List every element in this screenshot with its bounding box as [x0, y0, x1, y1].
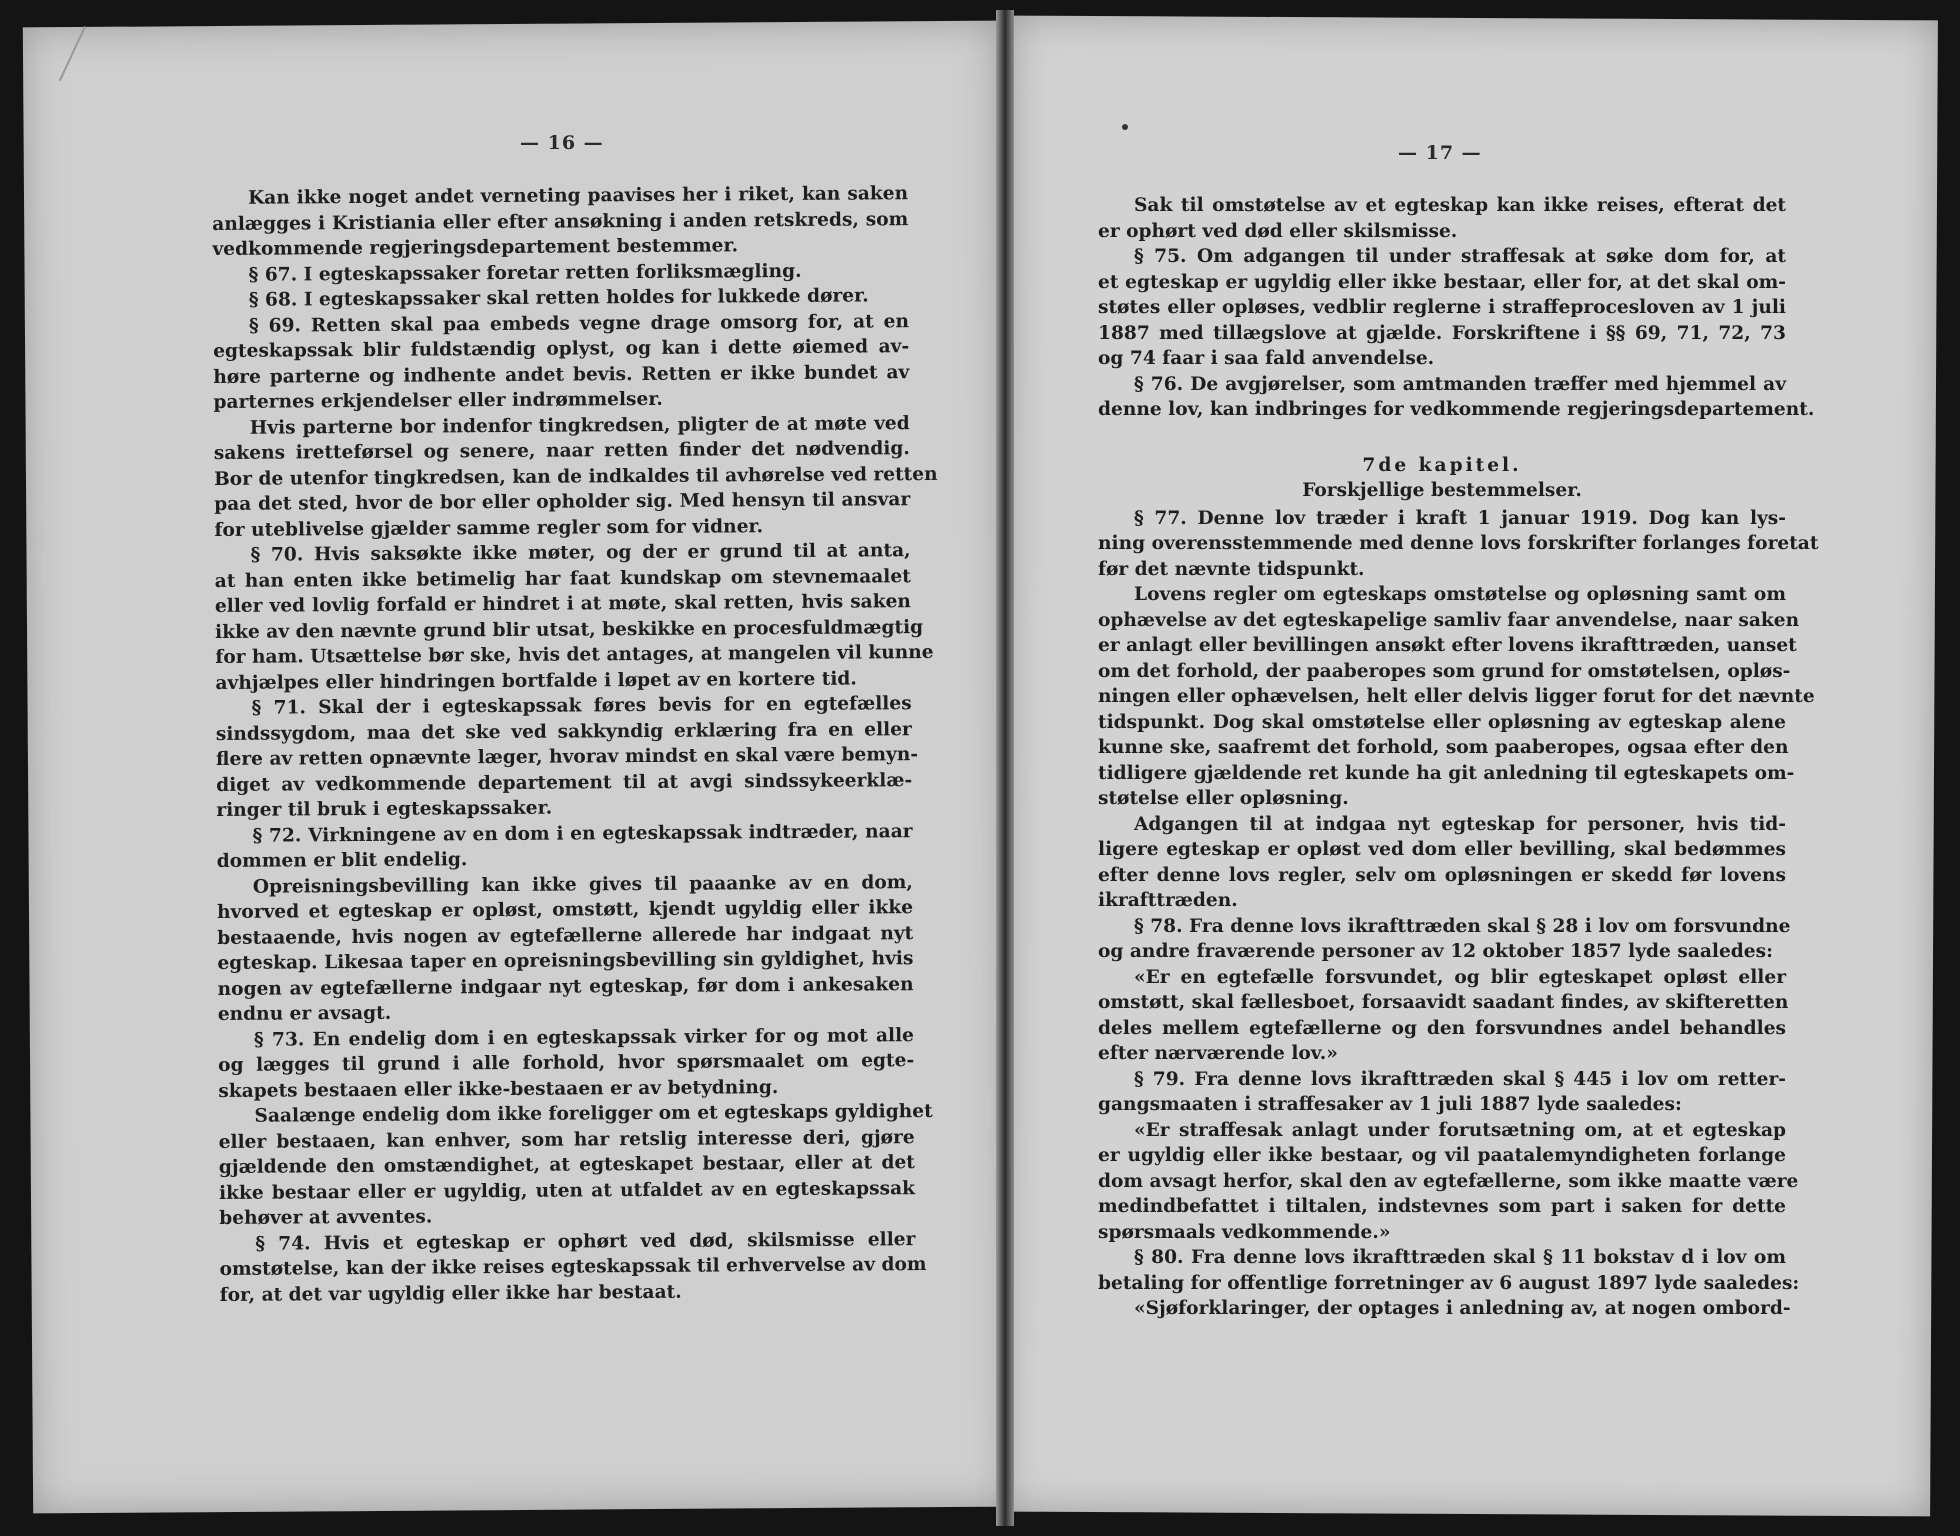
text-line: ringer til bruk i egteskapssaker. — [216, 797, 553, 821]
text-line: § 78. Fra denne lovs ikrafttræden skal § 28 i lov om forsvundne — [1134, 915, 1791, 937]
ink-dot — [1122, 124, 1128, 130]
text-line: for uteblivelse gjælder samme regler som for vidner. — [214, 515, 764, 541]
text-line: § 68. I egteskapssaker skal retten holdes for lukkede dører. — [248, 285, 869, 311]
text-line: 1887 med tillægslove at gjælde. Forskriftene i §§ 69, 71, 72, 73 — [1098, 322, 1786, 344]
text-line: og andre fraværende personer av 12 oktober 1857 lyde saaledes: — [1098, 941, 1773, 962]
text-line: gjældende den omstændighet, at egteskapet bestaar, eller at det — [218, 1152, 915, 1178]
text-line: støtes eller opløses, vedblir reglerne i straffeprocesloven av 1 juli — [1098, 297, 1786, 318]
text-line: og 74 faar i saa fald anvendelse. — [1098, 348, 1435, 369]
text-line: eller bestaaen, kan enhver, som har retslig interesse deri, gjøre — [218, 1126, 915, 1153]
chapter-subheading: Forskjellige bestemmelser. — [1302, 480, 1582, 501]
text-line: støtelse eller opløsning. — [1098, 788, 1349, 809]
chapter-heading: 7de kapitel. — [1362, 454, 1522, 476]
text-line: parternes erkjendelser eller indrømmelser. — [213, 388, 663, 413]
text-line: vedkommende regjeringsdepartement bestemmer. — [212, 235, 739, 260]
text-line: Sak til omstøtelse av et egteskap kan ikke reises, efterat det — [1134, 195, 1786, 216]
text-line: behøver at avventes. — [219, 1206, 433, 1229]
text-line: diget av vedkommende departement til at avgi sindssykeerklæ- — [216, 769, 913, 796]
text-line: § 80. Fra denne lovs ikrafttræden skal § 11 bokstav d i lov om — [1134, 1247, 1786, 1268]
text-line: hvorved et egteskap er opløst, omstøtt, kjendt ugyldig eller ikke — [216, 897, 914, 923]
text-line: bestaaende, hvis nogen av egtefællerne allerede har indgaat nyt — [217, 922, 914, 949]
text-line: anlægges i Kristiania eller efter ansøkning i anden retskreds, som — [212, 208, 909, 235]
text-line: om det forhold, der paaberopes som grund for omstøtelsen, opløs- — [1098, 660, 1791, 682]
text-line: ophævelse av det egteskapelige samliv faar anvendelse, naar saken — [1098, 609, 1800, 631]
text-line: ikke av den nævnte grund blir utsat, beskikke en procesfuldmægtig — [215, 616, 924, 643]
text-line: § 72. Virkningene av en dom i en egteskapssak indtræder, naar — [252, 820, 913, 847]
text-line: at han enten ikke betimelig har faat kundskap om stevnemaalet — [214, 565, 911, 592]
text-line: Lovens regler om egteskaps omstøtelse og opløsning samt om — [1134, 584, 1786, 605]
text-line: § 79. Fra denne lovs ikrafttræden skal § 445 i lov om retter- — [1134, 1068, 1786, 1090]
text-line: eller ved lovlig forfald er hindret i at møte, skal retten, hvis saken — [214, 591, 911, 617]
text-line: omstøtt, skal fællesboet, forsaavidt saadant findes, av skifteretten — [1098, 992, 1789, 1013]
book-gutter — [996, 10, 1014, 1526]
text-line: og lægges til grund i alle forhold, hvor spørsmaalet om egte- — [218, 1050, 915, 1076]
text-line: tidspunkt. Dog skal omstøtelse eller opløsning av egteskap alene — [1098, 711, 1786, 733]
text-line: avhjælpes eller hindringen bortfalde i løpet av en kortere tid. — [215, 668, 857, 694]
text-line: flere av retten opnævnte læger, hvorav mindst en skal være bemyn- — [215, 744, 919, 770]
text-line: egteskap. Likesaa taper en opreisningsbevilling sin gyldighet, hvis — [217, 948, 914, 974]
text-line: § 71. Skal der i egteskapssak føres bevis for en egtefælles — [251, 693, 912, 719]
text-line: § 67. I egteskapssaker foretar retten forliksmægling. — [248, 260, 802, 286]
text-line: Saalænge endelig dom ikke foreligger om et egteskaps gyldighet — [254, 1100, 933, 1127]
text-line: Adgangen til at indgaa nyt egteskap for personer, hvis tid- — [1134, 813, 1786, 835]
text-line: efter nærværende lov.» — [1098, 1043, 1338, 1064]
text-line: kunne ske, saafremt det forhold, som paaberopes, ogsaa efter den — [1098, 737, 1789, 758]
text-line: for ham. Utsættelse bør ske, hvis det antages, at mangelen vil kunne — [215, 641, 934, 668]
text-line: denne lov, kan indbringes for vedkommende regjeringsdepartement. — [1098, 399, 1815, 420]
text-line: § 76. De avgjørelser, som amtmanden træffer med hjemmel av — [1134, 373, 1786, 395]
text-line: sakens iretteførsel og senere, naar retten finder det nødvendig. — [213, 438, 910, 464]
text-line: Hvis parterne bor indenfor tingkredsen, pligter de at møte ved — [249, 412, 910, 439]
text-line: «Er en egtefælle forsvundet, og blir egteskapet opløst eller — [1134, 966, 1786, 988]
text-line: dom avsagt herfor, skal den av egtefællerne, som ikke maatte være — [1098, 1170, 1799, 1192]
spacer — [1098, 423, 1786, 453]
text-line: er anlagt eller bevillingen ansøkt efter lovens ikrafttræden, uanset — [1098, 635, 1797, 656]
text-line: § 77. Denne lov træder i kraft 1 januar 1919. Dog kan lys- — [1134, 507, 1786, 529]
text-line: høre parterne og indhente andet bevis. Retten er ikke bundet av — [213, 361, 910, 388]
text-line: Opreisningsbevilling kan ikke gives til paaanke av en dom, — [252, 871, 913, 898]
text-line: ligere egteskap er opløst ved dom eller bevilling, skal bedømmes — [1098, 839, 1786, 860]
left-page-text — [212, 181, 938, 1308]
text-line: for, at det var ugyldig eller ikke har bestaat. — [219, 1281, 682, 1306]
text-line: dommen er blit endelig. — [216, 849, 468, 872]
text-line: ningen eller ophævelsen, helt eller delvis ligger forut for det nævnte — [1098, 686, 1815, 707]
text-line: paa det sted, hvor de bor eller opholder sig. Med hensyn til ansvar — [214, 489, 911, 515]
text-line: er ophørt ved død eller skilsmisse. — [1098, 220, 1458, 242]
text-line: endnu er avsagt. — [217, 1002, 392, 1025]
text-line: et egteskap er ugyldig eller ikke bestaar, eller for, at det skal om- — [1098, 271, 1786, 293]
text-line: egteskapssak blir fuldstændig oplyst, og kan i dette øiemed av- — [213, 336, 910, 362]
text-line: efter denne lovs regler, selv om opløsningen er skedd før lovens — [1098, 864, 1786, 886]
text-line: Kan ikke noget andet verneting paavises her i riket, kan saken — [248, 183, 909, 209]
text-line: § 73. En endelig dom i en egteskapssak virker for og mot alle — [253, 1024, 915, 1051]
text-line: «Er straffesak anlagt under forutsætning om, at et egteskap — [1134, 1119, 1786, 1141]
text-line: skapets bestaaen eller ikke-bestaaen er av betydning. — [218, 1076, 779, 1102]
text-line: spørsmaals vedkommende.» — [1098, 1221, 1391, 1243]
text-line: § 74. Hvis et egteskap er ophørt ved død, skilsmisse eller — [255, 1228, 916, 1255]
text-line: ikke bestaar eller er ugyldig, uten at utfaldet av en egteskapssak — [218, 1177, 916, 1204]
text-line: ning overensstemmende med denne lovs forskrifter forlanges foretat — [1098, 533, 1819, 554]
text-line: «Sjøforklaringer, der optages i anledning av, at nogen ombord- — [1134, 1298, 1791, 1319]
text-line: omstøtelse, kan der ikke reises egteskapssak til erhvervelse av dom — [219, 1254, 927, 1280]
page-number-right: — 17 — — [1398, 142, 1482, 164]
text-line: § 75. Om adgangen til under straffesak at søke dom for, at — [1134, 246, 1786, 267]
text-line: tidligere gjældende ret kunde ha git anledning til egteskapets om- — [1098, 762, 1795, 784]
text-line: gangsmaaten i straffesaker av 1 juli 1887 lyde saaledes: — [1098, 1094, 1682, 1115]
text-line: deles mellem egtefællerne og den forsvundnes andel behandles — [1098, 1017, 1786, 1039]
text-line: sindssygdom, maa det ske ved sakkyndig erklæring fra en eller — [215, 718, 912, 745]
text-line: er ugyldig eller ikke bestaar, og vil paatalemyndigheten forlange — [1098, 1145, 1786, 1166]
text-line: Bor de utenfor tingkredsen, kan de indkaldes til avhørelse ved retten — [213, 463, 938, 490]
right-page-text — [1098, 193, 1819, 1322]
page-number-left: — 16 — — [520, 132, 604, 154]
text-line: før det nævnte tidspunkt. — [1098, 558, 1365, 580]
text-line: medindbefattet i tiltalen, indstevnes som part i saken for dette — [1098, 1196, 1786, 1217]
text-line: betaling for offentlige forretninger av 6 august 1897 lyde saaledes: — [1098, 1272, 1800, 1294]
text-line: § 70. Hvis saksøkte ikke møter, og der er grund til at anta, — [250, 540, 911, 566]
text-line: ikrafttræden. — [1098, 890, 1238, 911]
text-line: nogen av egtefællerne indgaar nyt egteskap, før dom i ankesaken — [217, 973, 914, 1000]
text-line: § 69. Retten skal paa embeds vegne drage omsorg for, at en — [248, 310, 910, 337]
